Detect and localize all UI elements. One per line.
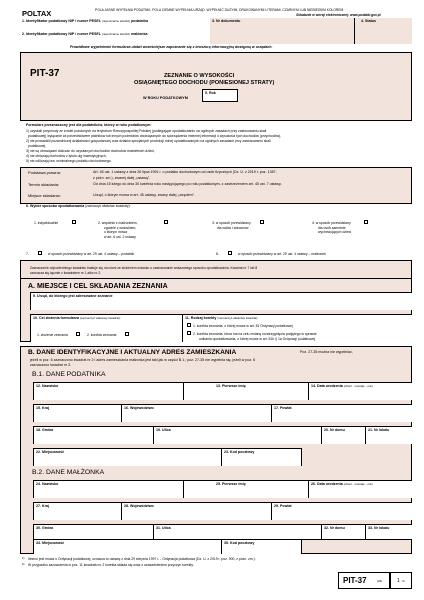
tax-method-checkbox-7[interactable] [38,251,42,255]
section-a-title: A. MIEJSCE I CEL SKŁADANIA ZEZNANIA [28,283,168,290]
footnote-2-marker: 2) [22,562,25,566]
spouse-first-name-field[interactable] [183,480,308,498]
year-field-label: 5. Rok [205,91,216,95]
nip-pesel-taxpayer-label: 1. Identyfikator podatkowy NIP / numer PESEL (niepotrzebne skreślić) podatnika [22,19,149,23]
tax-method-option-jointly: 2. wspólnie z małżonkiem, [98,221,138,225]
tax-method-option-single-parent-line: wychowujących dzieci [318,230,352,234]
legal-label: Termin składania: [28,182,60,187]
tax-method-checkbox-2[interactable] [164,220,168,224]
spouse-surname-label: 24. Nazwisko [36,482,59,486]
status-label: 4. Status [361,19,376,23]
nip-pesel-spouse-label: 2. Identyfikator podatkowy NIP / numer PESEL (niepotrzebne skreślić) małżonka [22,32,148,36]
form-purpose-field [30,314,182,342]
intro-heading: Formularz przeznaczony jest dla podatników, którzy w roku podatkowym: [26,123,152,127]
tax-method-option-8-number: 8. [216,252,219,256]
spouse-municipality-label: 30. Gmina [36,526,54,530]
nip-pesel-taxpayer-field[interactable] [20,18,210,31]
tax-method-option-single-parent: 4. w sposób przewidziany [312,221,351,225]
section-b-note: zaznaczono kwadrat nr 3. [30,363,71,367]
spouse-county-label: 29. Powiat [274,504,292,508]
city-label: 22. Miejscowość [36,450,65,454]
tax-method-heading: 6. Wybór sposobu opodatkowania (zaznaczyć właściwe kwadraty): [26,204,131,208]
tax-method-checkbox-8[interactable] [228,251,232,255]
correction-type-label: 11. Rodzaj korekty (zaznaczyć właściwy kwadrat): [185,316,259,320]
footer-form-code: PIT-37 [343,576,367,585]
correction-checkbox-1[interactable] [187,323,191,327]
title-line2: OSIĄGNIĘTEGO DOCHODU (PONIESIONEJ STRATY) [134,80,275,86]
section-b-note: jeżeli w poz. 6 zaznaczono kwadrat nr 2 i adres zamieszkania małżonka jest taki jak w części B.1.; poz. 27-35 nie wypełnia się, jeżeli w poz. 6 [30,358,256,362]
surname-label: 12. Nazwisko [36,384,59,388]
form-code: PIT-37 [30,68,60,79]
intro-item: 3) nie są obowiązani doliczać do uzyskanych dochodów dochodów małoletnich dzieci, [26,149,155,153]
page-count: /4 [402,579,405,583]
header-instruction: POLA JASNE WYPEŁNIA PODATNIK, POLA CIEMNE WYPEŁNIA URZĄD. WYPEŁNIĆ DUŻYMI, DRUKOWANYMI LITERAMI, CZARNYM LUB NIEBIESKIM KOLOREM [95,8,344,12]
footnote-2: W przypadku zaznaczenia w poz. 11 kwadratu nr 2 korekta składa się wraz z uzasadnieniem przyczyn korekty. [28,563,194,567]
intro-item: 4) nie obliczają dochodów z tytułu ulg inwestycyjnych, [26,154,107,158]
voivodeship-label: 16. Województwo [124,406,154,410]
purpose-checkbox-correction[interactable] [125,332,129,336]
footer-form-code-box [338,572,390,589]
tax-method-option-7: w sposób przewidziany w art. 29 ust. 4 ustawy – podatnik [48,252,135,256]
tax-office-label: 9. Urząd, do którego jest adresowane zeznanie [33,294,113,298]
section-b-title: B. DANE IDENTYFIKACYJNE I AKTUALNY ADRES ZAMIESZKANIA [28,349,237,356]
empty-cell [301,539,412,554]
first-name-field[interactable] [183,382,308,400]
house-number-label: 20. Nr domu [324,428,345,432]
tax-method-option-jointly-line: o którym mowa [104,230,127,234]
legal-label: Podstawa prawna: [28,170,61,175]
spouse-voivodeship-field[interactable] [121,502,271,520]
city-field[interactable] [33,448,221,466]
section-b2-title: B.2. DANE MAŁŻONKA [32,469,105,476]
legal-text: Urząd, o którym mowa w art. 45 ustawy, zwany dalej „urzędem”. [93,193,195,197]
tax-method-note: zaznacza się łącznie z kwadratem nr 1 albo nr 2. [30,270,102,275]
legal-text: z późn. zm.), zwanej dalej „ustawą”. [93,175,151,180]
spouse-municipality-field[interactable] [33,524,153,539]
spouse-apartment-number-label: 33. Nr lokalu [368,526,390,530]
page-number-box [390,572,412,589]
tax-method-note: Zaznaczenie odpowiedniego kwadratu traktuje się na równi ze złożeniem wniosku o zastosowanie wskazanego sposobu opodatkowania. Kwadrat nr 7 lub 8 [30,266,258,270]
footer-form-version: (26) [377,579,383,583]
header-source: Składanie w wersji elektronicznej: www.podatki.gov.pl [296,12,381,17]
intro-item: 5) nie odliczają tzw. minimalnego podatku dochodowego. [26,159,112,163]
apartment-number-field[interactable] [365,426,412,444]
country-field[interactable] [33,404,121,422]
tax-method-option-single-parent-line: dla osób samotnie [318,225,346,230]
tax-method-checkbox-1[interactable] [72,220,76,224]
street-label: 19. Ulica [156,428,171,432]
birth-date-field[interactable] [308,382,412,400]
purpose-option-filing: 1. złożenie zeznania [37,333,68,337]
legal-text: Art. 45 ust. 1 ustawy z dnia 26 lipca 1991 r. o podatku dochodowym od osób fizycznych (Dz. U. z 2019 r. poz. 1387, [93,170,277,174]
country-label: 15. Kraj [36,406,49,410]
spouse-county-field[interactable] [271,502,412,520]
document-number-field [210,18,354,44]
tax-method-option-8: w sposób przewidziany w art. 29 ust. 4 ustawy – małżonek [238,252,326,256]
spouse-voivodeship-label: 28. Województwo [124,504,154,508]
apartment-number-label: 21. Nr lokalu [368,428,390,432]
status-field [354,18,412,44]
voivodeship-field[interactable] [121,404,271,422]
spouse-country-label: 27. Kraj [36,504,49,508]
spouse-postal-code-field[interactable] [221,539,301,554]
surname-field[interactable] [33,382,183,400]
purpose-checkbox-filing[interactable] [76,332,80,336]
spouse-street-label: 31. Ulica [156,526,171,530]
spouse-postal-code-label: 35. Kod pocztowy [224,541,255,545]
intro-item: 2) nie prowadzili pozarolniczej działalności gospodarczej oraz działów specjalnych produkcji rolnej opodatkowanych na ogólnych zasadach przy zastosowaniu skali [26,139,271,143]
tax-method-checkbox-4[interactable] [364,220,368,224]
tax-method-option-jointly-line: zgodnie z wnioskiem, [104,225,137,230]
correction-checkbox-2[interactable] [187,331,191,335]
correction-option-2: 2. korekta zeznania, która ma na celu zmianę rozstrzygnięcia podjętego w sprawie [193,331,317,336]
spouse-house-number-field[interactable] [321,524,365,539]
spouse-house-number-label: 32. Nr domu [324,526,345,530]
postal-code-label: 23. Kod pocztowy [224,450,255,454]
intro-box [20,120,412,168]
empty-cell [301,448,412,466]
first-name-label: 13. Pierwsze imię [216,384,246,388]
tax-method-checkbox-3[interactable] [260,220,264,224]
legal-label: Miejsce składania: [28,193,61,198]
municipality-label: 18. Gmina [36,428,54,432]
spouse-city-field[interactable] [33,539,221,554]
section-b-note: Poz. 27-35 można nie wypełniać, [300,350,353,354]
nip-pesel-spouse-field[interactable] [20,31,210,44]
spouse-surname-field[interactable] [33,480,183,498]
spouse-city-label: 34. Miejscowość [36,541,65,545]
tax-office-field[interactable] [30,292,412,310]
house-number-field[interactable] [321,426,365,444]
purpose-option-correction: 2. korekta zeznania [87,333,117,337]
spouse-apartment-number-field[interactable] [365,524,412,539]
tax-method-option-individual: 1. indywidualnie [34,221,59,225]
legal-text: Od dnia 15 lutego do dnia 30 kwietnia roku następującego po roku podatkowym, z zastrzeżeniem art. 45 ust. 7 ustawy. [93,182,282,186]
spouse-first-name-label: 25. Pierwsze imię [216,482,246,486]
correction-option-1: 1. korekta zeznania, o której mowa w art. 81 Ordynacji podatkowej [193,323,293,328]
form-purpose-label: 10. Cel złożenia formularza (zaznaczyć właściwy kwadrat): [33,316,121,320]
year-label: W ROKU PODATKOWYM [143,96,188,100]
title-line1: ZEZNANIE O WYSOKOŚCI [164,73,235,79]
postal-code-field[interactable] [221,448,301,466]
tax-method-option-widows-line: dla wdów i wdowców [217,225,249,230]
intro-item: 1) uzyskali przychody ze źródeł położonych na terytorium Rzeczypospolitej Polskiej (podlegające opodatkowaniu na ogólnych zasadach przy zastosowaniu skali [26,129,267,133]
intro-item: podatkowej) wyłącznie za pośrednictwem płatników lub innych podmiotów obowiązanych do sporządzenia imiennej informacji o wysokości tych dochodów (przychodów), [28,134,282,138]
footnote-1: Ilekroć jest mowa o Ordynacji podatkowej, oznacza to ustawę z dnia 29 sierpnia 1997 r. - Ordynacja podatkowa (Dz. U. z 2019 r. poz. 900, z późn. zm.). [28,557,256,561]
footnote-1-marker: 1) [22,556,25,560]
birth-date-label: 14. Data urodzenia (dzień - miesiąc - rok) [311,384,373,388]
municipality-field[interactable] [33,426,153,444]
county-label: 17. Powiat [274,406,292,410]
document-number-label: 3. Nr dokumentu [212,19,241,23]
correction-type-field [182,314,412,342]
tax-method-option-widows: 3. w sposób przewidziany [212,221,251,225]
page-number: 1 [397,578,400,584]
year-field[interactable] [202,89,238,102]
spouse-street-field[interactable] [153,524,321,539]
tax-method-option-jointly-line: w art. 6 ust. 2 ustawy [104,234,136,239]
intro-item: podatkowej, [28,144,47,148]
county-field[interactable] [271,404,412,422]
spouse-birth-date-label: 26. Data urodzenia (dzień - miesiąc - rok) [311,482,373,486]
spouse-country-field[interactable] [33,502,121,520]
notice: Prawidłowe wypełnienie formularza ułatwi wcześniejsze zapoznanie się z broszurą informacyjną dostępną w urzędach. [70,45,273,49]
tax-method-option-7-number: 7. [26,252,29,256]
spouse-birth-date-field[interactable] [308,480,412,498]
brand: POLTAX [22,9,52,18]
correction-option-2-line: unikania opodatkowania, o której mowa w art. 81b § 1a Ordynacji podatkowej [199,336,316,341]
section-b1-title: B.1. DANE PODATNIKA [32,371,106,378]
street-field[interactable] [153,426,321,444]
